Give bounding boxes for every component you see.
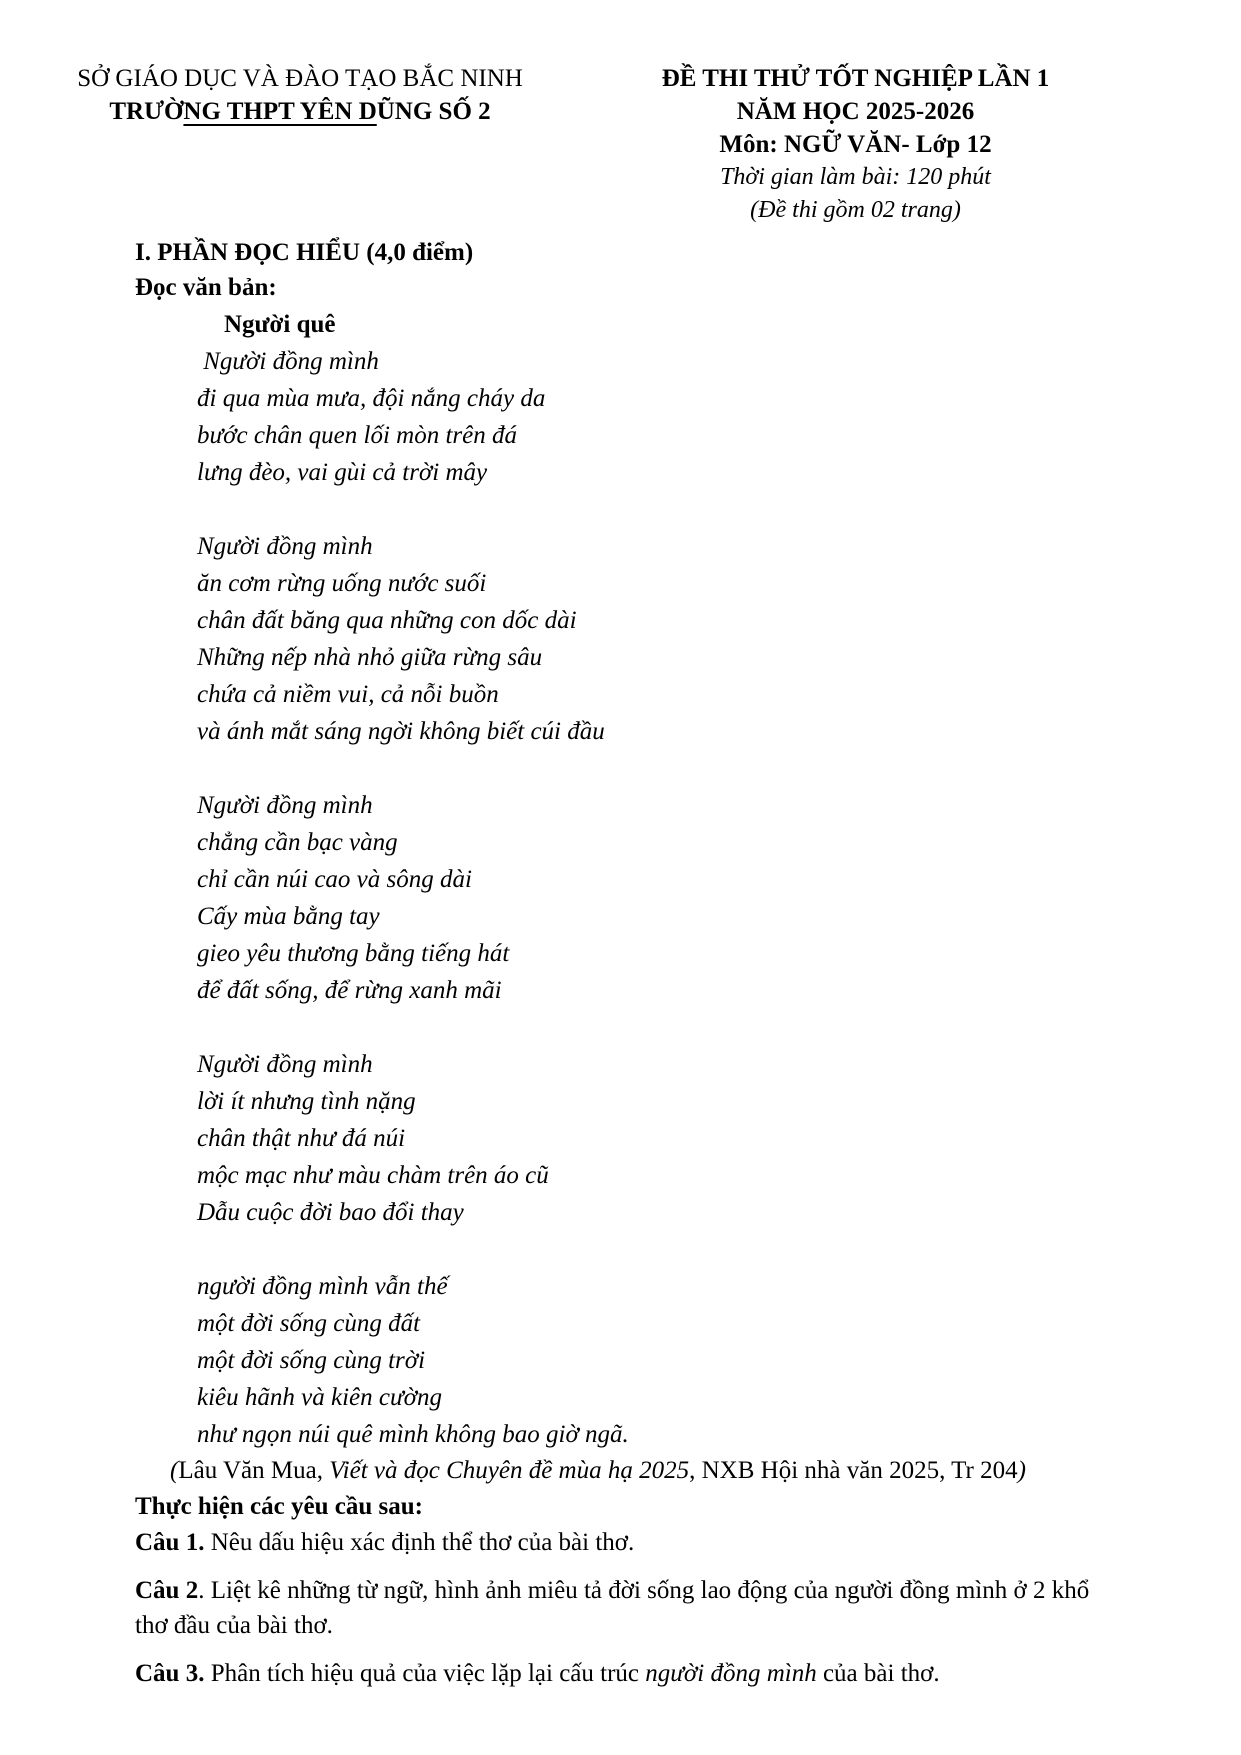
poem-line: người đồng mình vẫn thế bbox=[197, 1273, 448, 1300]
school-name-post: ŨNG SỐ 2 bbox=[376, 98, 491, 125]
poem-title: Người quê bbox=[224, 311, 336, 338]
poem-line: một đời sống cùng trời bbox=[197, 1347, 426, 1374]
question-1-label: Câu 1. bbox=[135, 1529, 205, 1556]
poem-stanza bbox=[197, 787, 1106, 1009]
poem-line: Người đồng mình bbox=[197, 1051, 373, 1078]
poem-stanza bbox=[197, 528, 1106, 750]
poem-stanza bbox=[197, 343, 1106, 491]
read-text-label: Đọc văn bản: bbox=[135, 274, 277, 301]
poem-stanza bbox=[197, 1268, 1106, 1453]
poem-line: Người đồng mình bbox=[197, 348, 379, 375]
header-left-block bbox=[60, 62, 540, 227]
poem-stanzas bbox=[197, 343, 1106, 1453]
exam-school-year: NĂM HỌC 2025-2026 bbox=[736, 98, 975, 125]
school-name-pre: TRƯỜ bbox=[109, 98, 184, 125]
poem-line: gieo yêu thương bằng tiếng hát bbox=[197, 940, 510, 967]
poem-line: lưng đèo, vai gùi cả trời mây bbox=[197, 459, 488, 486]
exam-body bbox=[0, 235, 1241, 1691]
poem-line: Người đồng mình bbox=[197, 533, 373, 560]
question-2 bbox=[135, 1573, 1106, 1643]
poem-line: để đất sống, để rừng xanh mãi bbox=[197, 977, 502, 1004]
department-name: SỞ GIÁO DỤC VÀ ĐÀO TẠO BẮC NINH bbox=[77, 65, 523, 92]
school-name-underlined: NG THPT YÊN D bbox=[183, 98, 377, 125]
exam-subject: Môn: NGỮ VĂN- Lớp 12 bbox=[719, 131, 992, 158]
poem-line: Người đồng mình bbox=[197, 792, 373, 819]
reading-section-heading: I. PHẦN ĐỌC HIỂU (4,0 điểm) bbox=[135, 239, 474, 266]
poem-line: mộc mạc như màu chàm trên áo cũ bbox=[197, 1162, 549, 1189]
question-3-text-pre: Phân tích hiệu quả của việc lặp lại cấu trúc bbox=[204, 1660, 646, 1687]
poem-line: chứa cả niềm vui, cả nỗi buồn bbox=[197, 681, 499, 708]
exam-title: ĐỀ THI THỬ TỐT NGHIỆP LẦN 1 bbox=[661, 65, 1050, 92]
school-name bbox=[60, 95, 540, 128]
tasks-heading: Thực hiện các yêu cầu sau: bbox=[135, 1493, 423, 1520]
poem-line: như ngọn núi quê mình không bao giờ ngã. bbox=[197, 1421, 629, 1448]
poem-line: kiêu hãnh và kiên cường bbox=[197, 1384, 442, 1411]
exam-pages-note: (Đề thi gồm 02 trang) bbox=[750, 197, 961, 223]
poem-citation bbox=[170, 1453, 1106, 1489]
poem-stanza bbox=[197, 1046, 1106, 1231]
question-1-text: Nêu dấu hiệu xác định thể thơ của bài thơ. bbox=[204, 1529, 635, 1556]
exam-duration: Thời gian làm bài: 120 phút bbox=[720, 164, 991, 190]
poem-line: Dẫu cuộc đời bao đổi thay bbox=[197, 1199, 464, 1226]
poem-line: Cấy mùa bằng tay bbox=[197, 903, 380, 930]
poem-line: chẳng cần bạc vàng bbox=[197, 829, 398, 856]
citation-source: Viết và đọc Chuyên đề mùa hạ 2025 bbox=[329, 1457, 690, 1484]
poem-line: và ánh mắt sáng ngời không biết cúi đầu bbox=[197, 718, 605, 745]
question-3-text-italic: người đồng mình bbox=[645, 1660, 817, 1687]
poem-line: chân thật như đá núi bbox=[197, 1125, 406, 1152]
question-3 bbox=[135, 1656, 1106, 1691]
citation-author: Lâu Văn Mua, bbox=[178, 1457, 330, 1484]
citation-open-paren: ( bbox=[170, 1457, 179, 1484]
poem-line: bước chân quen lối mòn trên đá bbox=[197, 422, 517, 449]
question-3-text-post: của bài thơ. bbox=[816, 1660, 940, 1687]
citation-close-paren: ) bbox=[1017, 1457, 1026, 1484]
poem-line: chỉ cần núi cao và sông dài bbox=[197, 866, 472, 893]
exam-header bbox=[0, 62, 1241, 227]
question-2-label: Câu 2 bbox=[135, 1577, 199, 1604]
header-right-block bbox=[540, 62, 1171, 227]
poem-line: Những nếp nhà nhỏ giữa rừng sâu bbox=[197, 644, 543, 671]
question-3-label: Câu 3. bbox=[135, 1660, 205, 1687]
citation-publisher: , NXB Hội nhà văn 2025, Tr 204 bbox=[689, 1457, 1018, 1484]
question-2-text: . Liệt kê những từ ngữ, hình ảnh miêu tả đời sống lao động của người đồng mình ở 2 khổ thơ đầu của bài thơ. bbox=[135, 1577, 1090, 1639]
poem-line: một đời sống cùng đất bbox=[197, 1310, 421, 1337]
poem-line: lời ít nhưng tình nặng bbox=[197, 1088, 416, 1115]
poem-line: chân đất băng qua những con dốc dài bbox=[197, 607, 577, 634]
question-1 bbox=[135, 1525, 1106, 1560]
poem-line: ăn cơm rừng uống nước suối bbox=[197, 570, 487, 597]
poem-line: đi qua mùa mưa, đội nắng cháy da bbox=[197, 385, 546, 412]
poem bbox=[197, 306, 1106, 1453]
